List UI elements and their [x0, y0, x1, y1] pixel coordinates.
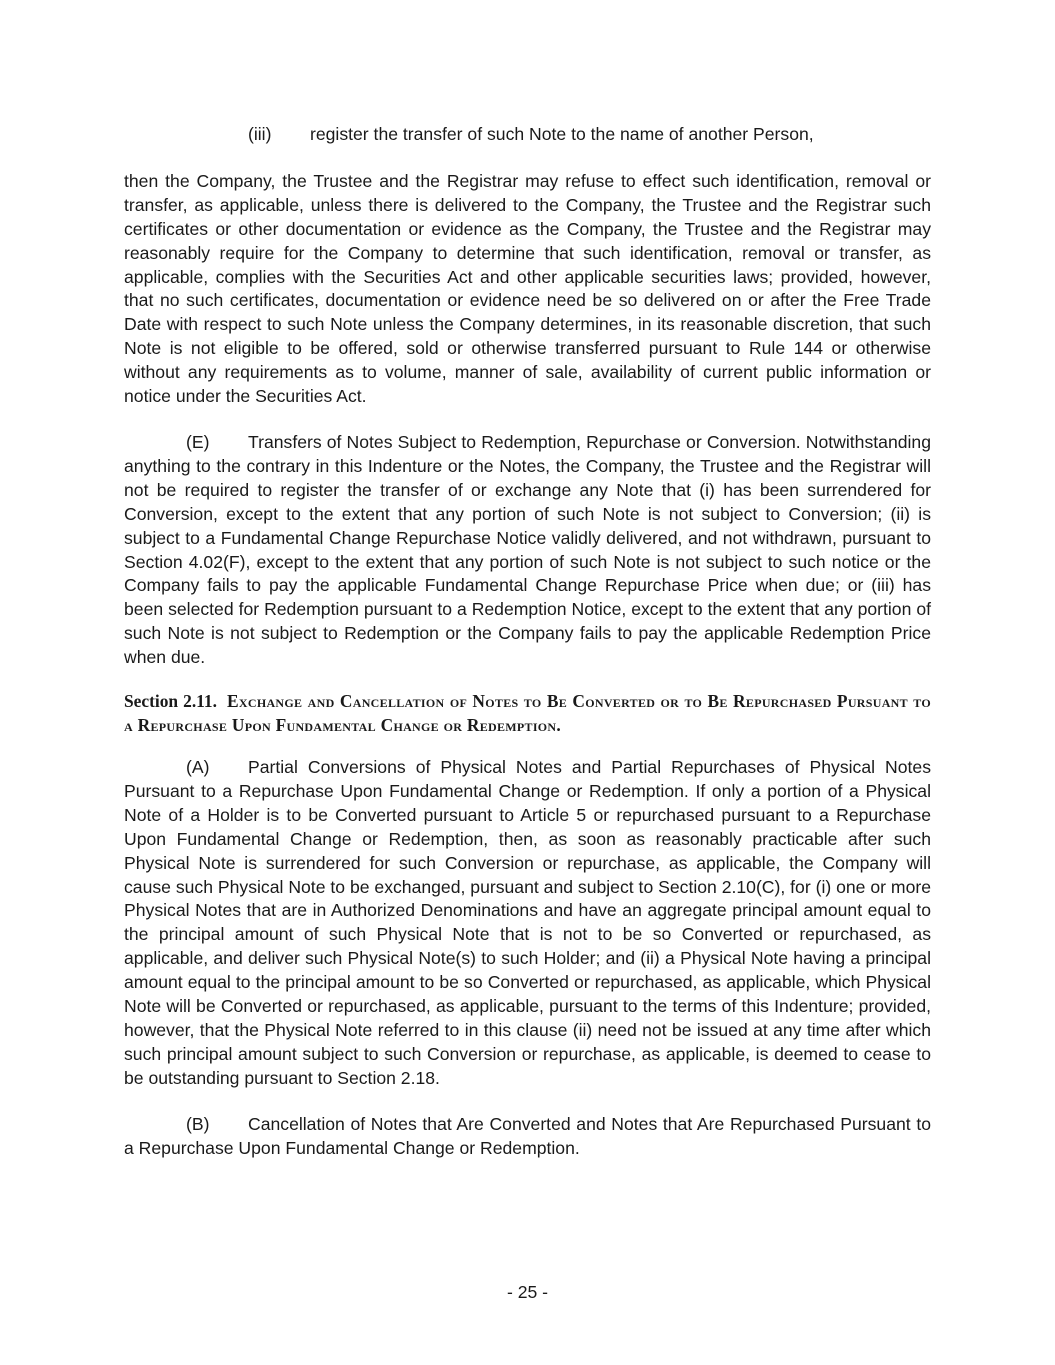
paragraph-text: Cancellation of Notes that Are Converted and Notes that Are Repurchased Pursuant to a Repurchase Upon Fundamental Change or Redemption.: [124, 1113, 931, 1158]
section-heading: [124, 689, 931, 737]
paragraph-text: Transfers of Notes Subject to Redemption, Repurchase or Conversion. Notwithstanding anything to the contrary in this Indenture or the Notes, the Company, the Trustee and the Registrar will not be required to register the transfer of or exchange any Note that (i) has been surrendered for Conversion, except to the extent that any portion of such Note is not subject to Conversion; (ii) is subject to a Fundamental Change Repurchase Notice validly delivered, and not withdrawn, pursuant to Section 4.02(F), except to the extent that any portion of such Note is not subject to such notice or the Company fails to pay the applicable Fundamental Change Repurchase Price when due; or (iii) has been selected for Redemption pursuant to a Redemption Notice, except to the extent that any portion of such Note is not subject to Redemption or the Company fails to pay the applicable Redemption Price when due.: [124, 431, 931, 668]
paragraph-e: [124, 431, 931, 670]
section-title: Exchange and Cancellation of Notes to Be Converted or to Be Repurchased Pursuant to a Repurchase Upon Fundamental Change or Redemption.: [124, 691, 931, 736]
paragraph-text: Partial Conversions of Physical Notes and Partial Repurchases of Physical Notes Pursuant to a Repurchase Upon Fundamental Change or Redemption. If only a portion of a Physical Note of a Holder is to be Converted pursuant to Article 5 or repurchased pursuant to a Repurchase Upon Fundamental Change or Redemption, then, as soon as reasonably practicable after such Physical Note is surrendered for such Conversion or repurchase, as applicable, the Company will cause such Physical Note to be exchanged, pursuant and subject to Section 2.10(C), for (i) one or more Physical Notes that are in Authorized Denominations and have an aggregate principal amount equal to the principal amount of such Physical Note that is not to be so Converted or repurchased, as applicable, and deliver such Physical Note(s) to such Holder; and (ii) a Physical Note having a principal amount equal to the principal amount to be so Converted or repurchased, as applicable, which Physical Note will be Converted or repurchased, as applicable, pursuant to the terms of this Indenture; provided, however, that the Physical Note referred to in this clause (ii) need not be issued at any time after which such principal amount subject to such Conversion or repurchase, as applicable, is deemed to cease to be outstanding pursuant to Section 2.18.: [124, 757, 931, 1088]
paragraph-label: (E): [186, 431, 210, 452]
list-item-iii: [124, 123, 931, 147]
item-label: (iii): [248, 124, 272, 144]
page-content: [124, 123, 931, 1161]
paragraph-then: then the Company, the Trustee and the Registrar may refuse to effect such identification, removal or transfer, as applicable, unless there is delivered to the Company, the Trustee and the Registrar such certificates or other documentation or evidence as the Company, the Trustee and the Registrar may reasonably require for the Company to determine that such identification, removal or transfer, as applicable, complies with the Securities Act and other applicable securities laws; provided, however, that no such certificates, documentation or evidence need be so delivered on or after the Free Trade Date with respect to such Note unless the Company determines, in its reasonable discretion, that such Note is not eligible to be offered, sold or otherwise transferred pursuant to Rule 144 or otherwise without any requirements as to volume, manner of sale, availability of current public information or notice under the Securities Act.: [124, 170, 931, 407]
paragraph-b: [124, 1113, 931, 1161]
item-text: register the transfer of such Note to the name of another Person,: [310, 124, 814, 144]
page-number: - 25 -: [506, 1282, 549, 1302]
paragraph-label: (A): [186, 757, 210, 778]
paragraph-a: [124, 756, 931, 1091]
section-number: Section 2.11.: [124, 691, 217, 712]
paragraph-label: (B): [186, 1113, 210, 1134]
